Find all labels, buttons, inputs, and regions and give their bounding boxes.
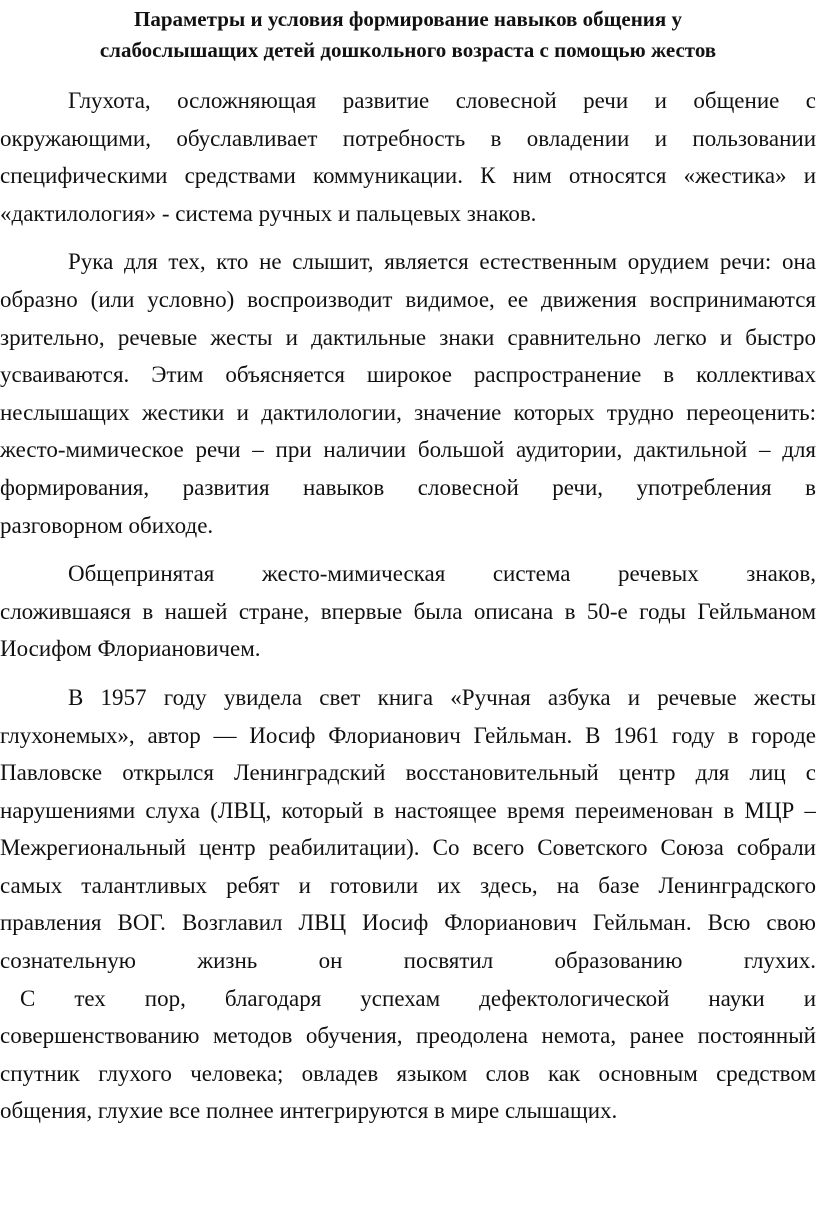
paragraph-gap [0,232,816,243]
paragraph-gap [0,544,816,555]
text-line: глухонемых», автор — Иосиф Флорианович Гейльман. В 1961 году в городе [0,722,816,748]
text-line: формирования, развития навыков словесной речи, употребления в [0,474,816,500]
text-line: самых талантливых ребят и готовили их здесь, на базе Ленинградского [0,872,816,898]
title-line-2: слабослышащих детей дошкольного возраста с помощью жестов [99,38,717,62]
paragraph [0,82,816,232]
text-line: Павловске открылся Ленинградский восстановительный центр для лиц с [0,760,816,786]
paragraph [0,243,816,544]
text-line: Межрегиональный центр реабилитации). Со всего Советского Союза собрали [0,835,816,861]
text-line: жесто-мимическое речи – при наличии большой аудитории, дактильной – для [0,437,816,463]
text-line: специфическими средствами коммуникации. К ним относятся «жестика» и [0,163,816,189]
text-line: Рука для тех, кто не слышит, является естественным орудием речи: она [68,249,816,275]
text-line: нарушениями слуха (ЛВЦ, который в настоящее время переименован в МЦР – [0,797,816,823]
paragraph [0,555,816,668]
document-body [0,82,816,1130]
text-line: сложившаяся в нашей стране, впервые была описана в 50-е годы Гейльманом [0,598,816,624]
document-title [0,4,816,66]
text-line: спутник глухого человека; овладев языком слов как основным средством [0,1060,816,1086]
text-line: Общепринятая жесто-мимическая система речевых знаков, [68,561,816,587]
text-line: Иосифом Флориановичем. [0,636,261,662]
text-line: общения, глухие все полнее интегрируются в мире слышащих. [0,1098,618,1124]
text-line: С тех пор, благодаря успехам дефектологической науки и [20,985,816,1011]
text-line: неслышащих жестики и дактилологии, значение которых трудно переоценить: [0,399,816,425]
text-line: усваиваются. Этим объясняется широкое распространение в коллективах [0,362,816,388]
text-line: совершенствованию методов обучения, преодолена немота, ранее постоянный [0,1023,816,1049]
text-line: «дактилология» - система ручных и пальцевых знаков. [0,200,537,226]
text-line: Глухота, осложняющая развитие словесной речи и общение с [68,88,816,113]
text-line: разговорном обиходе. [0,512,214,538]
title-line-1: Параметры и условия формирование навыков общения у [133,7,683,31]
paragraph-gap [0,668,816,679]
text-line: правления ВОГ. Возглавил ЛВЦ Иосиф Флорианович Гейльман. Всю свою [0,910,816,936]
text-line: образно (или условно) воспроизводит видимое, ее движения воспринимаются [0,286,816,312]
text-line: окружающими, обуславливает потребность в овладении и пользовании [0,125,816,151]
text-line: сознательную жизнь он посвятил образованию глухих. [0,948,816,974]
text-line: В 1957 году увидела свет книга «Ручная азбука и речевые жесты [68,684,816,710]
text-line: зрительно, речевые жесты и дактильные знаки сравнительно легко и быстро [0,324,816,350]
paragraph [0,679,816,1130]
